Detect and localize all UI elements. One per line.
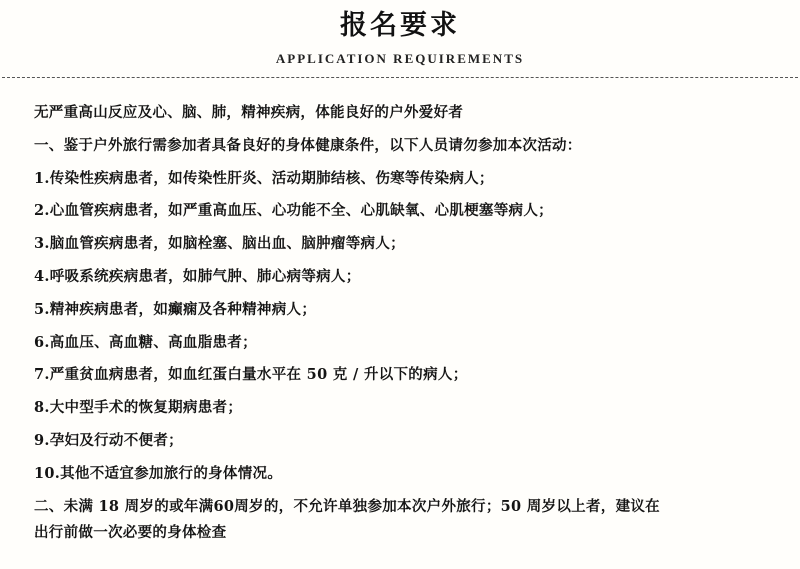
requirement-item-9: 9.孕妇及行动不便者； [34,431,183,449]
requirements-body [34,103,774,555]
requirement-item-8: 8.大中型手术的恢复期病患者； [34,399,243,417]
page-title: 报名要求 [340,10,460,41]
requirement-item-4: 4.呼吸系统疾病患者，如肺气肿、肺心病等病人； [34,267,361,285]
page-subtitle: APPLICATION REQUIREMENTS [275,51,525,66]
section-two-line-2: 出行前做一次必要的身体检查 [34,523,227,541]
requirement-item-5: 5.精神疾病患者，如癫痫及各种精神病人； [34,300,317,318]
requirement-item-2: 2.心血管疾病患者，如严重高血压、心功能不全、心肌缺氧、心肌梗塞等病人； [34,202,553,220]
intro-line: 无严重高山反应及心、脑、肺，精神疾病，体能良好的户外爱好者 [34,104,464,121]
section-one-heading: 一、鉴于户外旅行需参加者具备良好的身体健康条件，以下人员请勿参加本次活动： [34,136,582,154]
requirement-item-7: 7.严重贫血病患者，如血红蛋白量水平在 50 克 / 升以下的病人； [34,366,468,384]
section-two-line-1: 二、未满 18 周岁的或年满60周岁的，不允许单独参加本次户外旅行；50 周岁以上者，建议在 [34,497,660,515]
dashed-divider [2,77,798,78]
requirement-item-3: 3.脑血管疾病患者，如脑栓塞、脑出血、脑肿瘤等病人； [34,235,405,253]
requirement-item-6: 6.高血压、高血糖、高血脂患者； [34,333,257,351]
requirement-item-10: 10.其他不适宜参加旅行的身体情况。 [34,464,283,482]
requirement-item-1: 1.传染性疾病患者，如传染性肝炎、活动期肺结核、伤寒等传染病人； [34,169,494,187]
